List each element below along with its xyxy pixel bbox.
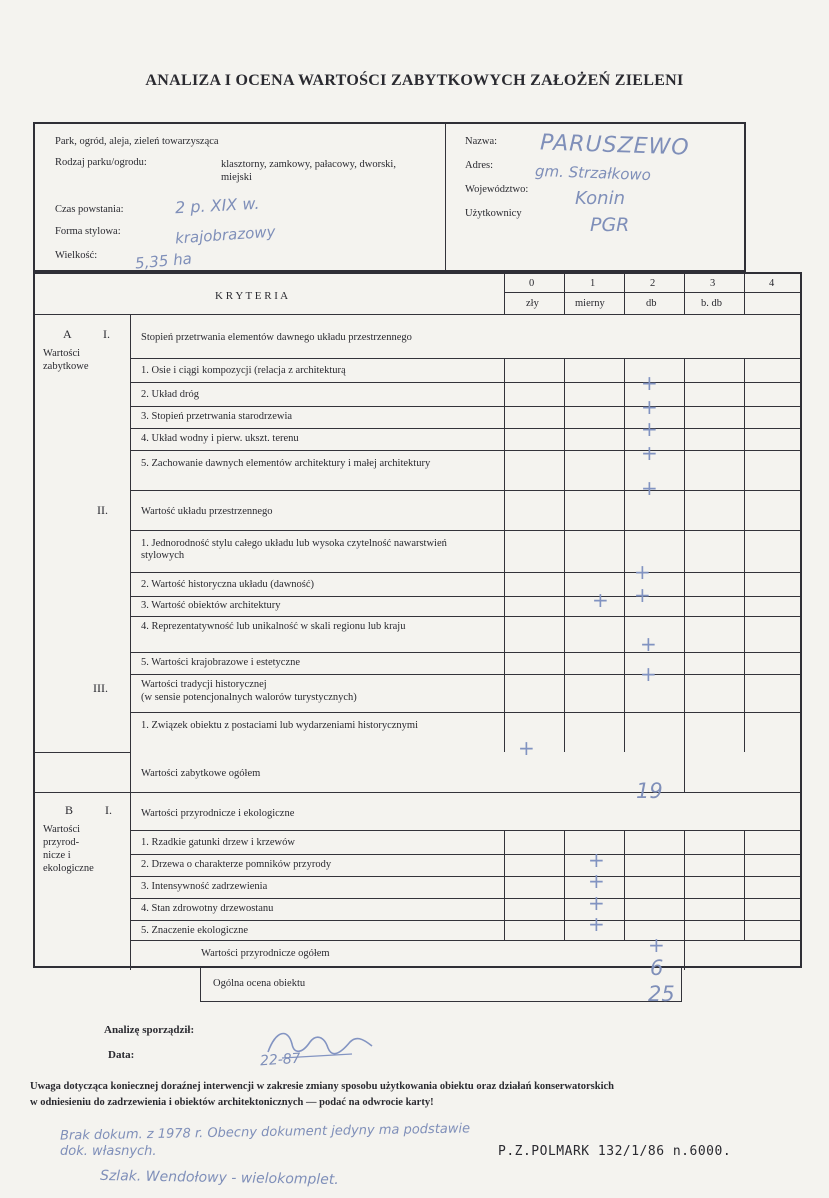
b-row-3: 3. Intensywność zadrzewienia (141, 881, 268, 892)
forma-label: Forma stylowa: (55, 226, 121, 237)
handwritten-adres: gm. Strzałkowo (534, 161, 652, 185)
handwritten-total-b: 6 (650, 956, 664, 980)
handwritten-note-1: Brak dokum. z 1978 r. Obecny dokument jedyny ma podstawie (59, 1121, 471, 1144)
a1-row-4: 4. Układ wodny i pierw. ukszt. terenu (141, 433, 299, 444)
park-type-line: Park, ogród, aleja, zieleń towarzysząca (55, 136, 219, 147)
mark-b-4: + (588, 912, 605, 936)
score-3: 3 (710, 278, 716, 289)
group-2-title: Wartość układu przestrzennego (141, 506, 273, 517)
group-3-title-1: Wartości tradycji historycznej (141, 679, 267, 690)
handwritten-uzytkownicy: PGR (590, 214, 630, 236)
czas-label: Czas powstania: (55, 204, 124, 215)
section-b-side-3: nicze i (43, 850, 71, 861)
section-a-side-1: Wartości (43, 348, 81, 359)
mark-b-3: + (588, 891, 605, 915)
section-b-side-2: przyrod- (43, 837, 80, 848)
mark-a1-2: + (641, 395, 658, 419)
a2-row-3: 3. Wartość obiektów architektury (141, 600, 281, 611)
a2-row-2: 2. Wartość historyczna układu (dawność) (141, 579, 315, 590)
a3-row-1: 1. Związek obiektu z postaciami lub wydarzeniami historycznymi (141, 720, 418, 731)
b-row-1: 1. Rzadkie gatunki drzew i krzewów (141, 837, 295, 848)
a1-row-5: 5. Zachowanie dawnych elementów architektury i małej architektury (141, 458, 431, 469)
handwritten-total: 25 (648, 982, 675, 1006)
a2-row-5: 5. Wartości krajobrazowe i estetyczne (141, 657, 301, 668)
score-label-3: b. db (701, 298, 722, 309)
mark-a2-3: + (592, 588, 609, 612)
b-row-4: 4. Stan zdrowotny drzewostanu (141, 903, 274, 914)
section-a-roman-1: I. (103, 327, 110, 341)
score-1: 1 (590, 278, 596, 289)
handwritten-total-a: 19 (636, 779, 663, 803)
a1-row-1: 1. Osie i ciągi kompozycji (relacja z architekturą (141, 365, 346, 376)
section-a-side-2: zabytkowe (43, 361, 89, 372)
data-label: Data: (108, 1049, 135, 1061)
handwritten-date: 22-87 (259, 1050, 302, 1070)
analiza-label: Analizę sporządził: (104, 1024, 195, 1036)
handwritten-czas: 2 p. XIX w. (174, 193, 260, 218)
section-b-label: B (65, 803, 74, 817)
mark-b-1: + (588, 848, 605, 872)
printer-mark: P.Z.POLMARK 132/1/86 n.6000. (498, 1144, 732, 1159)
mark-a2-5: + (640, 662, 657, 686)
section-a-roman-3: III. (93, 681, 108, 695)
kryteria-header: K R Y T E R I A (215, 290, 289, 302)
a2-row-1: 1. Jednorodność stylu całego układu lub wysoka czytelność nawarstwień stylowych (141, 538, 447, 561)
score-label-1: mierny (575, 298, 605, 309)
section-a-label: A (63, 327, 72, 341)
handwritten-forma: krajobrazowy (174, 222, 276, 248)
page-title: ANALIZA I OCENA WARTOŚCI ZABYTKOWYCH ZAŁOŻEŃ ZIELENI (145, 72, 684, 89)
section-b-side-1: Wartości (43, 824, 81, 835)
wojewodztwo-label: Województwo: (465, 184, 529, 195)
mark-b-5: + (648, 933, 665, 957)
mark-a3-1: + (518, 736, 535, 760)
adres-label: Adres: (465, 160, 493, 171)
wielkosc-label: Wielkość: (55, 250, 98, 261)
rodzaj-label: Rodzaj parku/ogrodu: (55, 157, 147, 168)
score-label-2: db (646, 298, 657, 309)
b-row-5: 5. Znaczenie ekologiczne (141, 925, 248, 936)
uwaga-line-1: Uwaga dotycząca koniecznej doraźnej interwencji w zakresie zmiany sposobu użytkowania obiektu oraz działań konserwatorskich (30, 1081, 614, 1092)
mark-a1-5: + (641, 476, 658, 500)
handwritten-nazwa: PARUSZEWO (539, 130, 691, 161)
mark-b-2: + (588, 869, 605, 893)
handwritten-wojewodztwo: Konin (575, 188, 625, 209)
overall-row (200, 968, 682, 1002)
score-4: 4 (769, 278, 775, 289)
section-a-roman-2: II. (97, 503, 108, 517)
mark-a1-3: + (641, 417, 658, 441)
section-b-roman-1: I. (105, 803, 112, 817)
mark-a2-1: + (634, 560, 651, 584)
handwritten-note-2: dok. własnych. (60, 1144, 157, 1159)
handwritten-note-3: Szlak. Wendołowy - wielokomplet. (99, 1167, 339, 1189)
mark-a2-2: + (634, 583, 651, 607)
mark-a1-1: + (641, 371, 658, 395)
criteria-table (33, 272, 802, 968)
group-1-title: Stopień przetrwania elementów dawnego układu przestrzennego (141, 332, 412, 343)
section-b-side-4: ekologiczne (43, 863, 94, 874)
mark-a2-4: + (640, 632, 657, 656)
a1-row-3: 3. Stopień przetrwania starodrzewia (141, 411, 293, 422)
total-a-label: Wartości zabytkowe ogółem (141, 768, 261, 779)
rodzaj-options-cont: miejski (221, 172, 252, 183)
a2-row-4: 4. Reprezentatywność lub unikalność w skali regionu lub kraju (141, 621, 406, 632)
group-3-title-2: (w sensie potencjonalnych walorów turystycznych) (141, 692, 357, 703)
handwritten-wielkosc: 5,35 ha (134, 249, 193, 273)
rodzaj-options: klasztorny, zamkowy, pałacowy, dworski, (221, 159, 396, 170)
b-row-2: 2. Drzewa o charakterze pomników przyrody (141, 859, 332, 870)
uzytkownicy-label: Użytkownicy (465, 208, 522, 219)
group-b-title: Wartości przyrodnicze i ekologiczne (141, 808, 295, 819)
a1-row-2: 2. Układ dróg (141, 389, 200, 400)
score-2: 2 (650, 278, 656, 289)
score-label-0: zły (526, 298, 539, 309)
nazwa-label: Nazwa: (465, 136, 498, 147)
score-0: 0 (529, 278, 535, 289)
overall-label: Ogólna ocena obiektu (213, 978, 306, 989)
mark-a1-4: + (641, 441, 658, 465)
total-b-label: Wartości przyrodnicze ogółem (201, 948, 330, 959)
uwaga-line-2: w odniesieniu do zadrzewienia i obiektów architektonicznych — podać na odwrocie karty! (30, 1097, 434, 1108)
